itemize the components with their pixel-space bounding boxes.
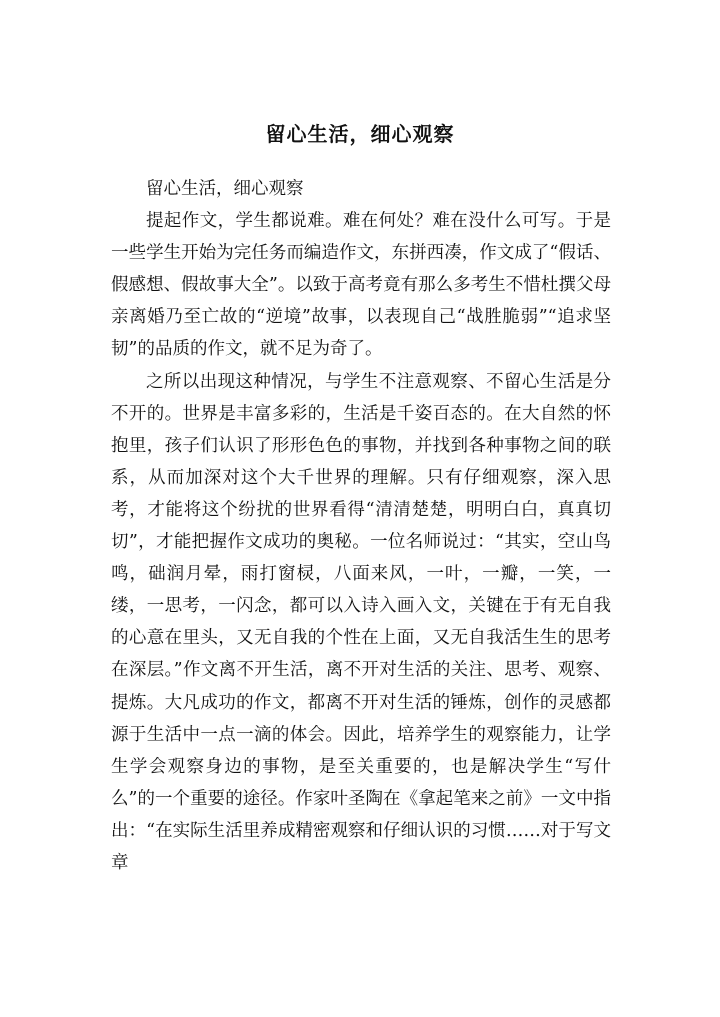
document-body (111, 173, 611, 879)
paragraph-1: 提起作文，学生都说难。难在何处？难在没什么可写。于是一些学生开始为完任务而编造作文，东拼西凑，作文成了“假话、假感想、假故事大全”。以致于高考竟有那么多考生不惜杜撰父母亲离婚乃至亡故的“逆境”故事，以表现自己“战胜脆弱”“追求坚韧”的品质的作文，就不足为奇了。 (111, 211, 611, 360)
paragraph-subtitle: 留心生活，细心观察 (146, 179, 304, 199)
paragraph-2: 之所以出现这种情况，与学生不注意观察、不留心生活是分不开的。世界是丰富多彩的，生活是千姿百态的。在大自然的怀抱里，孩子们认识了形形色色的事物，并找到各种事物之间的联系，从而加深对这个大千世界的理解。只有仔细观察，深入思考，才能将这个纷扰的世界看得“清清楚楚，明明白白，真真切切”，才能把握作文成功的奥秘。一位名师说过：“其实，空山鸟鸣，础润月晕，雨打窗棂，八面来风，一叶，一瓣，一笑，一缕，一思考，一闪念，都可以入诗入画入文，关键在于有无自我的心意在里头，又无自我的个性在上面，又无自我活生生的思考在深层。”作文离不开生活，离不开对生活的关注、思考、观察、提炼。大凡成功的作文，都离不开对生活的锤炼，创作的灵感都源于生活中一点一滴的体会。因此，培养学生的观察能力，让学生学会观察身边的事物，是至关重要的，也是解决学生“写什么”的一个重要的途径。作家叶圣陶在《拿起笔来之前》一文中指出：“在实际生活里养成精密观察和仔细认识的习惯……对于写文章 (111, 371, 611, 873)
document-title: 留心生活，细心观察 (265, 122, 455, 146)
